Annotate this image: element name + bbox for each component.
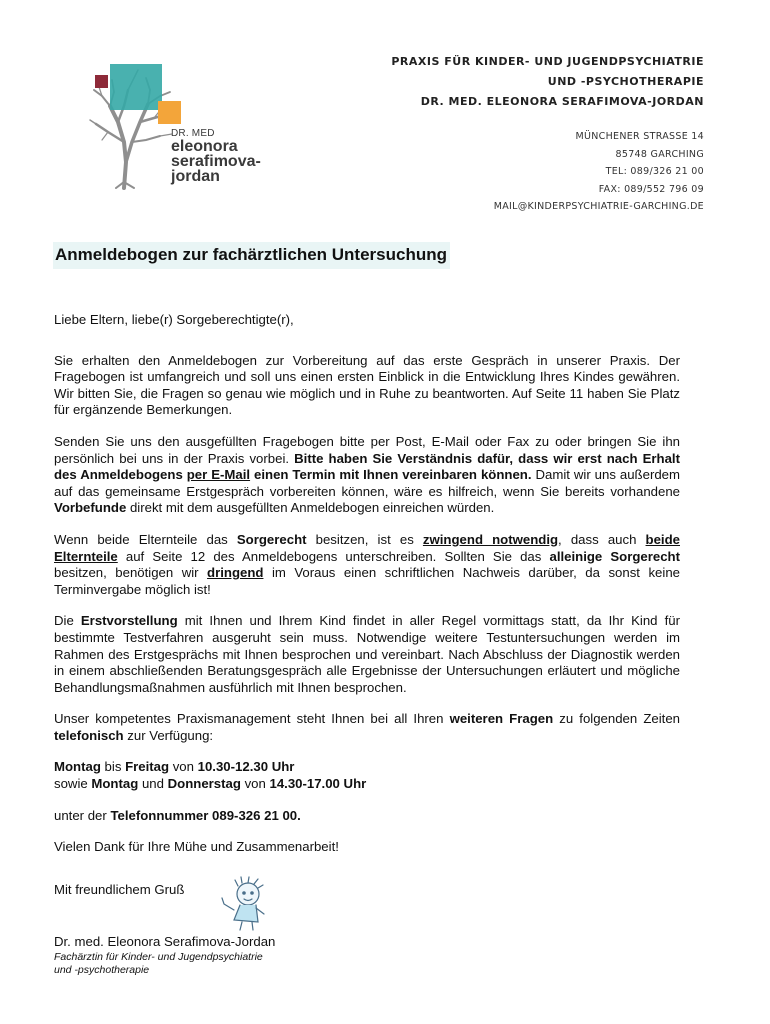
text: von <box>169 759 198 775</box>
logo-square-teal <box>110 64 162 110</box>
text: , dass auch <box>558 531 646 547</box>
bold-text: Erstvorstellung <box>80 613 178 629</box>
practice-title <box>391 52 704 112</box>
text: Wenn beide Elternteile das <box>54 531 237 547</box>
phone-line <box>54 808 680 825</box>
text: besitzen, benötigen wir <box>54 565 208 581</box>
bold-underlined-text: zwingend notwendig <box>422 531 559 547</box>
logo-text <box>171 128 261 184</box>
bold-text: 10.30-12.30 Uhr <box>197 759 295 775</box>
paragraph-intro: Sie erhalten den Anmeldebogen zur Vorbereitung auf das erste Gespräch in unserer Praxis. Der Fragebogen ist umfangreich und soll uns einen ersten Einblick in die Entwicklung Ihres Kindes gewähren. Wir bitten Sie, die Fragen so genau wie möglich und in Ruhe zu beantworten. Auf Seite 11 haben Sie Platz für ergänzende Bemerkungen. <box>54 352 680 418</box>
bold-text: Montag <box>91 776 139 792</box>
text: im Voraus einen schriftlichen Nachweis darüber, da sonst keine Terminvergabe möglich ist! <box>54 565 680 597</box>
bold-text: weiteren Fragen <box>449 711 554 727</box>
text: besitzen, ist es <box>306 531 423 547</box>
bold-text: Montag <box>54 759 101 775</box>
address-street: MÜNCHENER STRASSE 14 <box>575 131 704 142</box>
text: bis <box>100 759 126 775</box>
bold-text: einen Termin mit Ihnen vereinbaren können. <box>250 467 532 483</box>
logo-square-crimson <box>95 75 108 88</box>
signature-subtitle-line: und -psychotherapie <box>54 964 150 976</box>
bold-text: telefonisch <box>54 727 124 743</box>
logo-name-line: serafimova- <box>171 153 261 170</box>
bold-text: Donnerstag <box>167 776 241 792</box>
text: von <box>240 776 270 792</box>
text: Senden Sie uns den ausgefüllten Fragebogen bitte per Post, E-Mail oder Fax zu oder bringen Sie ihn persönlich bei uns in der Praxis vorbei. <box>54 433 680 466</box>
bold-text: alleinige Sorgerecht <box>549 548 681 564</box>
phone-number: Telefonnummer 089-326 21 00. <box>110 807 301 823</box>
text: Damit wir uns außerdem auf das gemeinsame Erstgespräch vorbereiten können, wäre es hilfreich, wenn Sie bereits vorhandene <box>54 467 680 499</box>
thanks-line: Vielen Dank für Ihre Mühe und Zusammenarbeit! <box>54 839 339 855</box>
closing-greeting: Mit freundlichem Gruß <box>54 882 185 897</box>
text: zur Verfügung: <box>123 727 214 743</box>
bold-underlined-text: dringend <box>207 565 264 581</box>
bold-text: Freitag <box>125 759 170 775</box>
bold-underlined-text: beide Elternteile <box>54 531 680 564</box>
letter-body <box>54 312 680 871</box>
text: auf Seite 12 des Anmeldebogens unterschreiben. Sollten Sie das <box>117 548 550 564</box>
paragraph-first-visit <box>54 613 680 696</box>
paragraph-contact <box>54 711 680 744</box>
text: mit Ihnen und Ihrem Kind findet in aller Regel vormittags statt, da Ihr Kind für bestimmte Testverfahren ausgeruht sein muss. Notwendige weitere Testuntersuchungen werden im Rahmen des Erstgesprächs mit Ihnen besprochen und vereinbart. Nach Abschluss der Diagnostik werden in einem abschließenden Beratungsgespräch alle Ergebnisse der Untersuchungen erläutert und mögliche Behandlungsmaßnahmen ausführlich mit Ihnen besprochen. <box>54 613 680 695</box>
bold-text: Bitte haben Sie Verständnis dafür, dass wir erst nach Erhalt des Anmeldebogens <box>54 450 680 483</box>
practice-title-line: PRAXIS FÜR KINDER- UND JUGENDPSYCHIATRIE <box>391 55 704 68</box>
text: und <box>138 776 168 792</box>
text: unter der <box>54 807 111 823</box>
text: zu folgenden Zeiten <box>553 711 680 727</box>
signature-subtitle <box>54 951 263 977</box>
address-email[interactable]: MAIL@KINDERPSYCHIATRIE-GARCHING.DE <box>493 201 704 213</box>
text: sowie <box>54 776 92 792</box>
logo-dr-label: DR. MED <box>171 128 215 139</box>
signature-name: Dr. med. Eleonora Serafimova-Jordan <box>54 934 276 949</box>
salutation: Liebe Eltern, liebe(r) Sorgeberechtigte(r), <box>54 312 294 327</box>
bold-text: Vorbefunde <box>54 500 127 516</box>
text: Die <box>54 613 81 629</box>
bold-text: Sorgerecht <box>236 531 307 547</box>
address-phone: TEL: 089/326 21 00 <box>605 166 704 178</box>
paragraph-submission <box>54 434 680 517</box>
paragraph-custody <box>54 532 680 598</box>
address-city: 85748 GARCHING <box>615 148 704 160</box>
bold-underlined-text: per E-Mail <box>186 467 251 483</box>
text: Unser kompetentes Praxismanagement steht Ihnen bei all Ihren <box>54 711 450 727</box>
text: direkt mit dem ausgefüllten Anmeldebogen einreichen würden. <box>126 500 495 516</box>
document-title: Anmeldebogen zur fachärztlichen Untersuchung <box>53 242 450 269</box>
bold-text: 14.30-17.00 Uhr <box>269 776 367 792</box>
practice-logo <box>88 62 288 192</box>
logo-name-line: jordan <box>171 168 220 185</box>
logo-square-orange <box>158 101 181 124</box>
logo-name-line: eleonora <box>171 138 238 155</box>
practice-title-line: DR. MED. ELEONORA SERAFIMOVA-JORDAN <box>420 95 704 108</box>
child-doodle-icon <box>218 876 270 932</box>
signature-subtitle-line: Fachärztin für Kinder- und Jugendpsychiatrie <box>54 951 263 963</box>
address-fax: FAX: 089/552 796 09 <box>598 183 704 195</box>
practice-title-line: UND -PSYCHOTHERAPIE <box>547 75 704 88</box>
office-hours <box>54 759 680 792</box>
practice-address <box>494 128 704 216</box>
